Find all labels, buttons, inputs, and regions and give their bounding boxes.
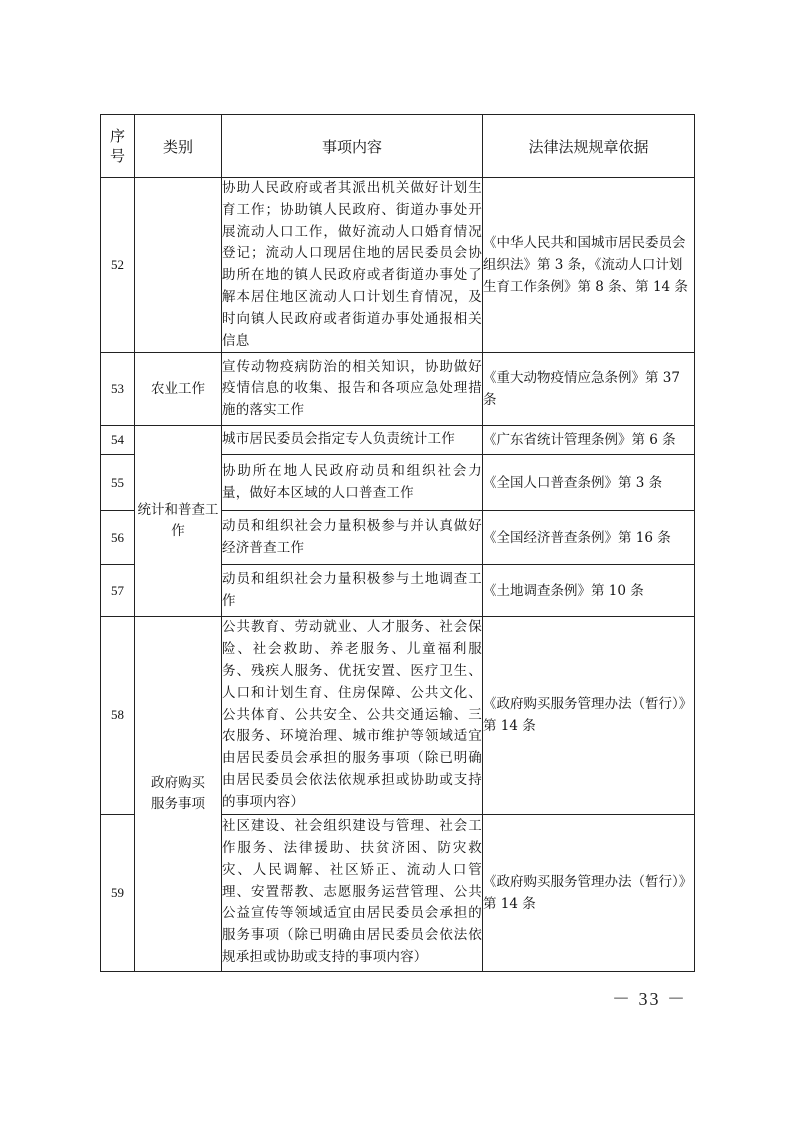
row-content: 协助人民政府或者其派出机关做好计划生育工作；协助镇人民政府、街道办事处开展流动人口工作，做好流动人口婚育情况登记；流动人口现居住地的居民委员会协助所在地的镇人民政府或者街道办事处了解本居住地区流动人口计划生育情况，及时向镇人民政府或者街道办事处通报相关信息: [222, 178, 483, 353]
row-num: 57: [101, 565, 135, 617]
row-category-procurement: [135, 617, 222, 971]
row-content: 公共教育、劳动就业、人才服务、社会保险、社会救助、养老服务、儿童福利服务、残疾人服务、优抚安置、医疗卫生、人口和计划生育、住房保障、公共文化、公共体育、公共安全、公共交通运输、三农服务、环境治理、城市维护等领域适宜由居民委员会承担的服务事项（除已明确由居民委员会依法依规承担或协助或支持的事项内容）: [222, 617, 483, 814]
row-num: 54: [101, 426, 135, 455]
row-num: 58: [101, 617, 135, 814]
row-num: 59: [101, 814, 135, 971]
row-num: 53: [101, 353, 135, 426]
row-content: 动员和组织社会力量积极参与并认真做好经济普查工作: [222, 511, 483, 565]
row-content: 宣传动物疫病防治的相关知识，协助做好疫情信息的收集、报告和各项应急处理措施的落实工作: [222, 353, 483, 426]
table-row: [101, 426, 695, 455]
row-content: 动员和组织社会力量积极参与土地调查工作: [222, 565, 483, 617]
row-law: 《重大动物疫情应急条例》第 37 条: [483, 353, 695, 426]
row-content: 协助所在地人民政府动员和组织社会力量，做好本区域的人口普查工作: [222, 455, 483, 511]
row-law: 《全国经济普查条例》第 16 条: [483, 511, 695, 565]
header-num-text: 序号: [109, 127, 125, 165]
row-law: 《中华人民共和国城市居民委员会组织法》第 3 条，《流动人口计划生育工作条例》第 8 条、第 14 条: [483, 178, 695, 353]
row-category-empty: [135, 178, 222, 353]
row-law: 《土地调查条例》第 10 条: [483, 565, 695, 617]
items-table: [100, 114, 695, 972]
table-row: [101, 178, 695, 353]
header-content: 事项内容: [222, 115, 483, 178]
row-content: 社区建设、社会组织建设与管理、社会工作服务、法律援助、扶贫济困、防灾救灾、人民调解、社区矫正、流动人口管理、安置帮教、志愿服务运营管理、公共公益宣传等领域适宜由居民委员会承担的服务事项（除已明确由居民委员会依法依规承担或协助或支持的事项内容）: [222, 814, 483, 971]
row-num: 52: [101, 178, 135, 353]
row-category: 农业工作: [135, 353, 222, 426]
row-category-stats: 统计和普查工作: [135, 426, 222, 617]
row-content: 城市居民委员会指定专人负责统计工作: [222, 426, 483, 455]
header-law: 法律法规规章依据: [483, 115, 695, 178]
row-category-procurement-text: 政府购买服务事项: [151, 774, 205, 812]
row-num: 56: [101, 511, 135, 565]
row-num: 55: [101, 455, 135, 511]
row-law: 《政府购买服务管理办法（暂行）》第 14 条: [483, 617, 695, 814]
table-row: [101, 617, 695, 814]
header-num: [101, 115, 135, 178]
table-row: [101, 353, 695, 426]
row-law: 《全国人口普查条例》第 3 条: [483, 455, 695, 511]
row-law: 《广东省统计管理条例》第 6 条: [483, 426, 695, 455]
header-category: 类别: [135, 115, 222, 178]
table-header-row: [101, 115, 695, 178]
row-law: 《政府购买服务管理办法（暂行）》第 14 条: [483, 814, 695, 971]
page-number: － 33 －: [612, 989, 687, 1009]
